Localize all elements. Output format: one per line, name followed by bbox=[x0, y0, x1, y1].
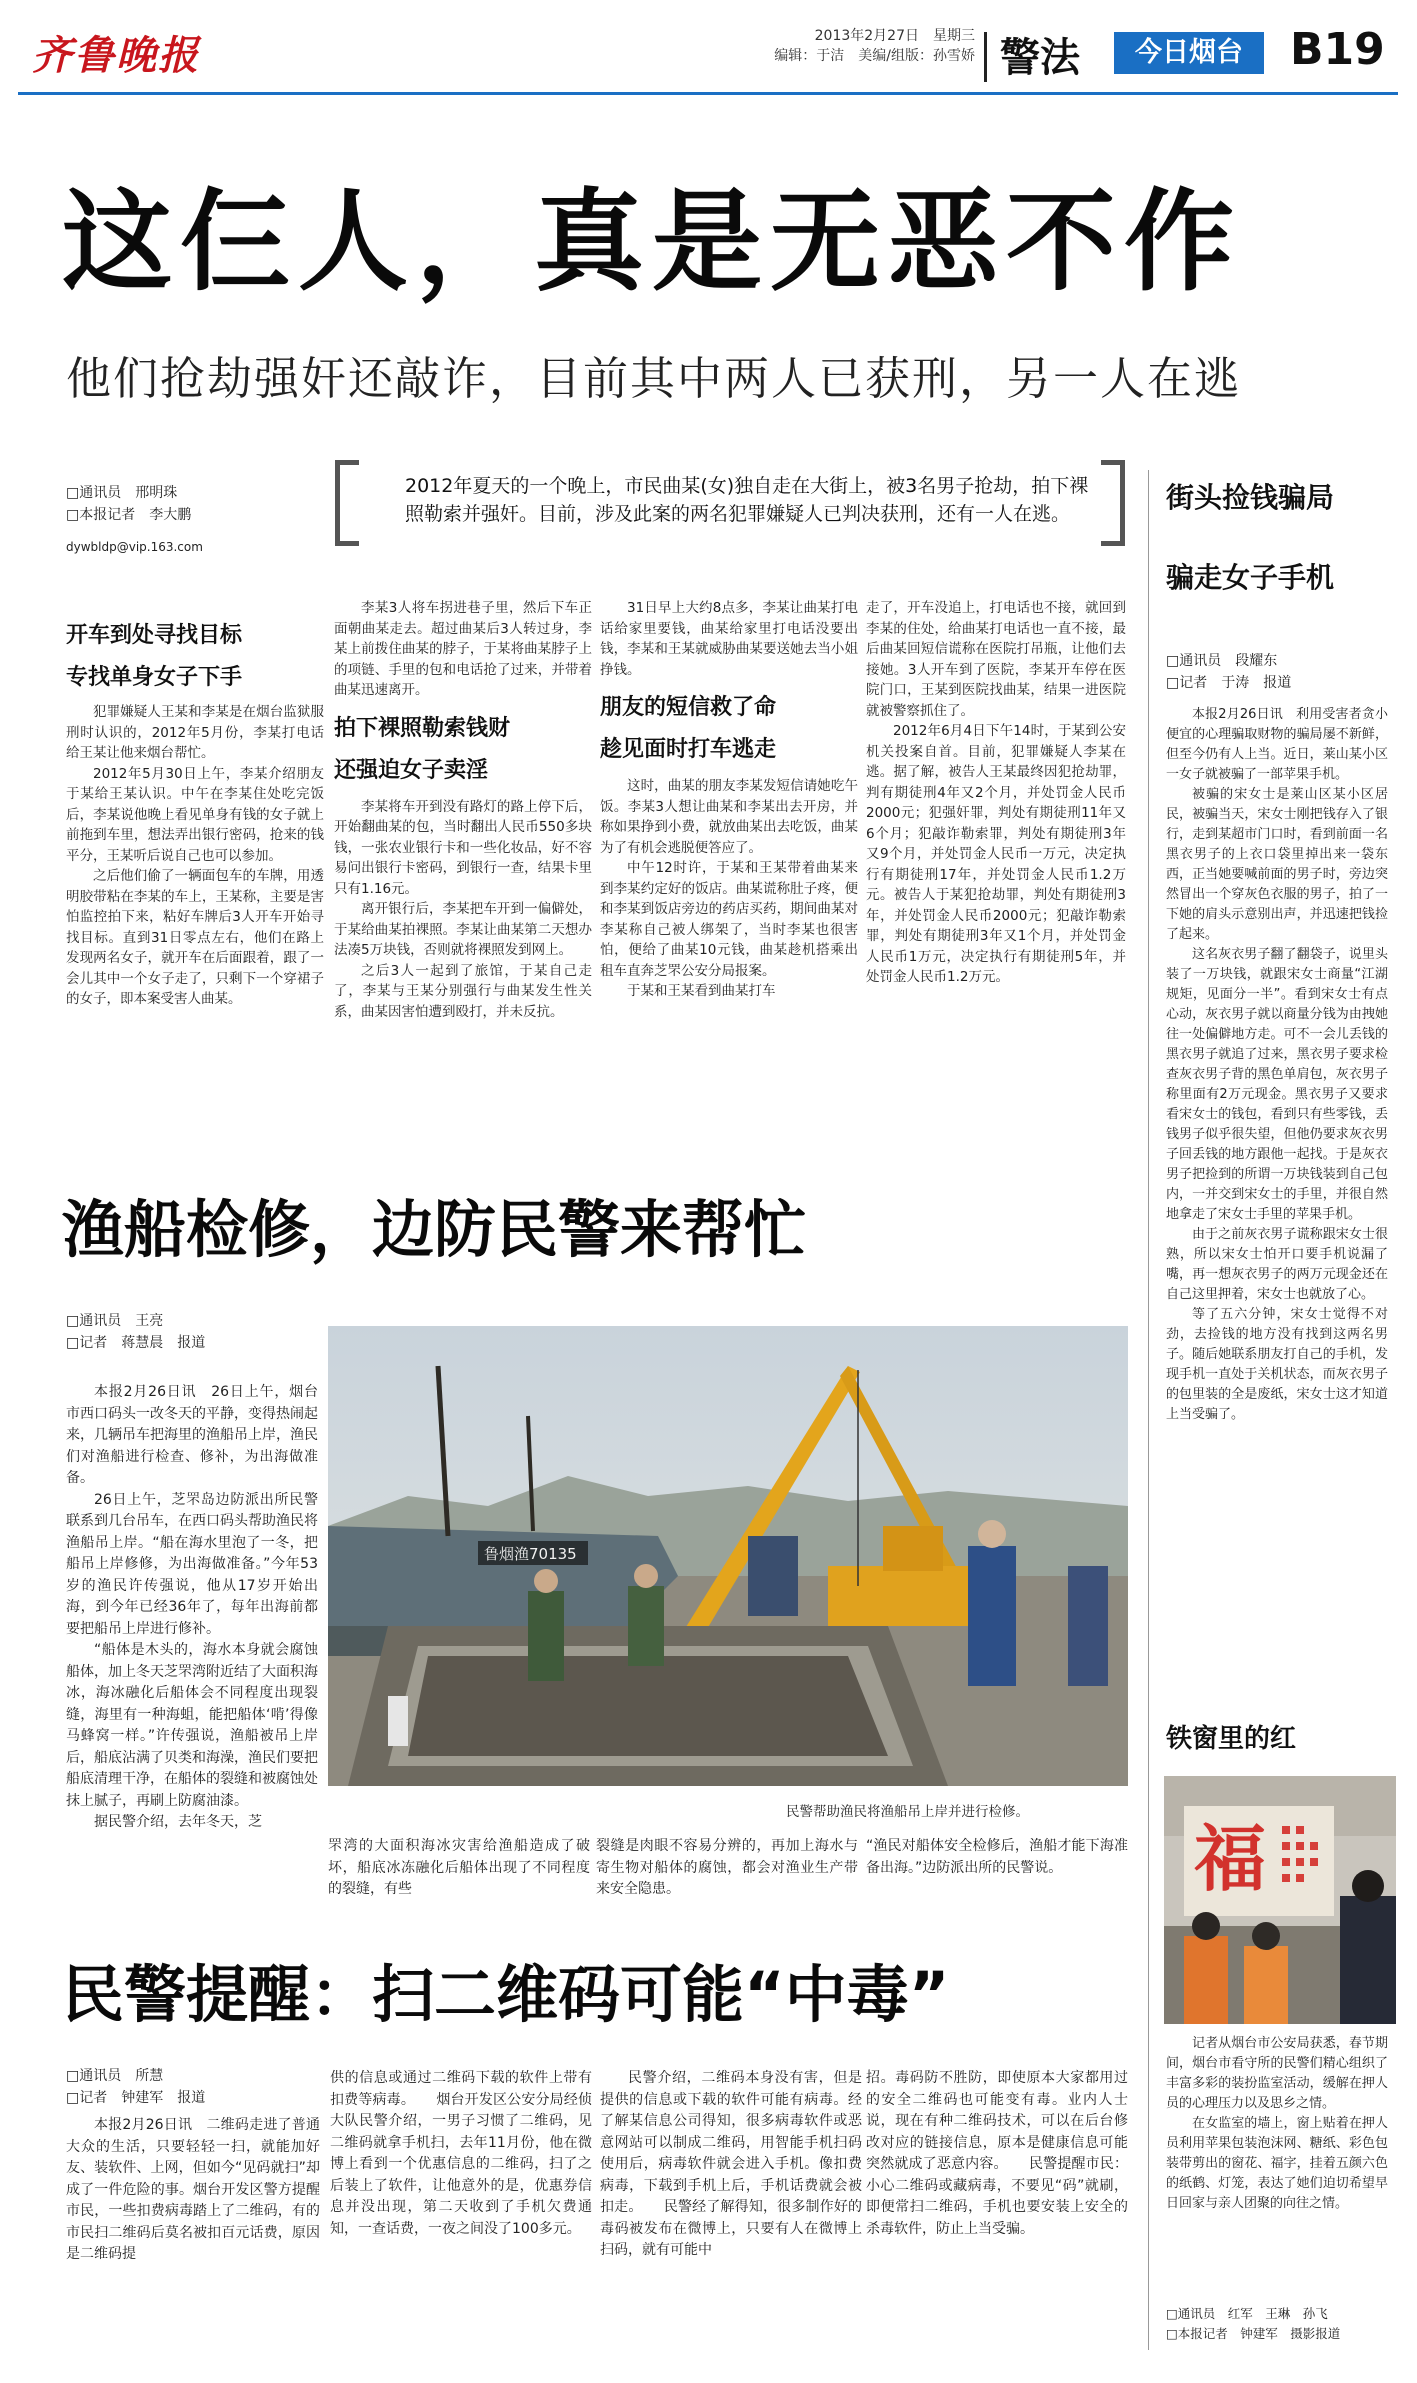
paragraph: 走了，开车没追上，打电话也不接，就回到李某的住处，给曲某打电话也一直不接，最后曲某回短信谎称在医院打吊瓶，让他们去接她。3人开车到了医院，李某开车停在医院门口，王某到医院找曲某，结果一进医院就被警察抓住了。 bbox=[866, 600, 1126, 719]
byline-line: □记者 于涛 报道 bbox=[1166, 675, 1292, 691]
prison-photo bbox=[1164, 1776, 1396, 2024]
paragraph: “船体是木头的，海水本身就会腐蚀船体，加上冬天芝罘湾附近结了大面积海冰，海冰融化后船体会不同程度出现裂缝，海里有一种海蛆，能把船体‘啃’得像马蜂窝一样。”许传强说，渔船被吊上岸后，船底沾满了贝类和海澡，渔民们要把船底清理干净，在船体的裂缝和被腐蚀处抹上腻子，再刷上防腐油漆。 bbox=[66, 1642, 318, 1809]
story1-headline: 这仨人，真是无恶不作 bbox=[62, 178, 1242, 306]
paragraph: 民警介绍，二维码本身没有害，但是提供的信息或下载的软件可能有病毒。经了解某信息公司得知，很多病毒软件或恶意网站可以制成二维码，用智能手机扫码使用后，病毒软件就会进入手机。像扣费病毒，下载到手机上后，手机话费就会被扣走。 民警经了解得知，很多制作好的毒码被发布在微博上，只要有人在微博上扫码，就有可能中 bbox=[600, 2070, 862, 2258]
fu-character: 福 bbox=[1194, 1816, 1267, 1901]
byline-line: □通讯员 段耀东 bbox=[1166, 653, 1278, 669]
editor-credits: 编辑：于洁 美编/组版：孙雪娇 bbox=[774, 48, 975, 64]
story3-headline: 民警提醒：扫二维码可能“中毒” bbox=[62, 1958, 950, 2031]
sidebar-photo-text bbox=[1166, 2034, 1388, 2298]
newspaper-logo: 齐鲁晚报 bbox=[32, 32, 200, 79]
byline-line: □通讯员 所慧 bbox=[66, 2068, 164, 2084]
sidebar-byline bbox=[1166, 650, 1396, 694]
paragraph: 由于之前灰衣男子谎称跟宋女士很熟，所以宋女士怕开口要手机说漏了嘴，再一想灰衣男子的两万元现金还在自己这里押着，宋女士也就放了心。 bbox=[1166, 1227, 1388, 1302]
crosshead: 还强迫女子卖淫 bbox=[334, 757, 489, 783]
paragraph: 供的信息或通过二维码下载的软件上带有扣费等病毒。 烟台开发区公安分局经侦大队民警介绍，一男子习惯了二维码，见二维码就拿手机扫，去年11月份，他在微博上看到一个优惠信息的二维码，扫了之后装上了软件，让他意外的是，优惠券信息并没出现，第二天收到了手机欠费通知，一查话费，一夜之间没了100多元。 bbox=[330, 2070, 592, 2237]
paragraph: 李某将车开到没有路灯的路上停下后，开始翻曲某的包，当时翻出人民币550多块钱，一张农业银行卡和一些化妆品，好不容易问出银行卡密码，到银行一查，结果卡里只有1.16元。 bbox=[334, 798, 592, 897]
sidebar-photo-title: 铁窗里的红 bbox=[1166, 1724, 1297, 1754]
story2-byline bbox=[66, 1310, 316, 1354]
story2-col1 bbox=[66, 1382, 318, 1922]
paragraph: 本报2月26日讯 26日上午，烟台市西口码头一改冬天的平静，变得热闹起来，几辆吊车把海里的渔船吊上岸，渔民们对渔船进行检查、修补，为出海做准备。 bbox=[66, 1384, 318, 1486]
byline-line: □通讯员 红军 王琳 孙飞 bbox=[1166, 2306, 1328, 2321]
paragraph: 记者从烟台市公安局获悉，春节期间，烟台市看守所的民警们精心组织了丰富多彩的装扮监室活动，缓解在押人员的心理压力以及思乡之情。 bbox=[1166, 2036, 1388, 2111]
paragraph: “渔民对船体安全检修后，渔船才能下海准备出海。”边防派出所的民警说。 bbox=[866, 1838, 1128, 1876]
paragraph: 在女监室的墙上，窗上贴着在押人员利用苹果包装泡沫网、糖纸、彩色包装带剪出的窗花、福字，挂着五颜六色的纸鹤、灯笼，表达了她们迫切希望早日回家与亲人团聚的向往之情。 bbox=[1166, 2116, 1388, 2211]
byline-line: □通讯员 邢明珠 bbox=[66, 485, 178, 501]
masthead-rule bbox=[18, 92, 1398, 95]
boat-number: 鲁烟渔70135 bbox=[484, 1545, 577, 1563]
boat-photo bbox=[328, 1326, 1128, 1786]
story2-headline: 渔船检修，边防民警来帮忙 bbox=[62, 1193, 807, 1266]
crosshead: 趁见面时打车逃走 bbox=[600, 737, 777, 762]
crosshead: 朋友的短信救了命 bbox=[600, 695, 777, 720]
issue-date: 2013年2月27日 星期三 bbox=[814, 28, 975, 44]
paragraph: 这名灰衣男子翻了翻袋子，说里头装了一万块钱，就跟宋女士商量“江湖规矩，见面分一半”。看到宋女士有点心动，灰衣男子就以商量分钱为由拽她往一处偏僻地方走。可不一会儿丢钱的黑衣男子就追了过来，黑衣男子要求检查灰衣男子背的黑色单肩包，灰衣男子称里面有2万元现金。黑衣男子又要求看宋女士的钱包，看到只有些零钱，丢钱男子似乎很失望，但他仍要求灰衣男子回丢钱的地方跟他一起找。于是灰衣男子把捡到的所谓一万块钱装到自己包内，一并交到宋女士的手里，并很自然地拿走了宋女士手里的苹果手机。 bbox=[1166, 947, 1388, 1222]
story3-col4 bbox=[866, 2068, 1128, 2358]
byline-line: □本报记者 钟建军 摄影报道 bbox=[1166, 2326, 1341, 2341]
paragraph: 于某和王某看到曲某打车 bbox=[627, 983, 776, 999]
paragraph: 这时，曲某的朋友李某发短信请她吃午饭。李某3人想让曲某和李某出去开房，并称如果挣到小费，就放曲某出去吃饭，曲某为了有机会逃脱便答应了。 bbox=[600, 778, 858, 856]
story3-byline bbox=[66, 2065, 316, 2109]
sidebar-subtitle: 骗走女子手机 bbox=[1166, 561, 1335, 594]
paragraph: 等了五六分钟，宋女士觉得不对劲，去捡钱的地方没有找到这两名男子。随后她联系朋友打自己的手机，发现手机一直处于关机状态，而灰衣男子的包里装的全是废纸，宋女士这才知道上当受骗了。 bbox=[1166, 1307, 1388, 1422]
story1-subhead: 他们抢劫强奸还敲诈，目前其中两人已获刑，另一人在逃 bbox=[66, 352, 1242, 405]
sidebar-photo-byline bbox=[1166, 2304, 1398, 2344]
paragraph: 本报2月26日讯 二维码走进了普通大众的生活，只要轻轻一扫，就能加好友、装软件、上网，但如今“见码就扫”却成了一件危险的事。烟台开发区警方提醒市民，一些扣费病毒踏上了二维码，有的市民扫二维码后莫名被扣百元话费，原因是二维码提 bbox=[66, 2117, 320, 2262]
story3-col1 bbox=[66, 2115, 320, 2357]
story3-col2 bbox=[330, 2068, 592, 2358]
byline-line: □通讯员 王亮 bbox=[66, 1313, 164, 1329]
boat-photo-image bbox=[328, 1326, 1128, 1786]
crosshead: 拍下裸照勒索钱财 bbox=[334, 715, 511, 741]
section-title: 警法 bbox=[1000, 35, 1080, 81]
sidebar-body bbox=[1166, 705, 1388, 1665]
story2-col4 bbox=[866, 1836, 1128, 1916]
paragraph: 26日上午，芝罘岛边防派出所民警联系到几台吊车，在西口码头帮助渔民将渔船吊上岸。“船在海水里泡了一冬，把船吊上岸修修，为出海做准备。”今年53岁的渔民许传强说，他从17岁开始出海，到今年已经36年了，每年出海前都要把船吊上岸进行修补。 bbox=[66, 1491, 318, 1637]
story1-col3 bbox=[600, 598, 858, 1158]
byline-line: □记者 蒋慧晨 报道 bbox=[66, 1335, 206, 1351]
story1-col4 bbox=[866, 598, 1126, 1158]
paragraph: 李某3人将车拐进巷子里，然后下车正面朝曲某走去。超过曲某后3人转过身，李某上前拨住曲某的脖子，于某将曲某脖子上的项链、手里的包和电话抢了过来，并带着曲某迅速离开。 bbox=[334, 600, 592, 698]
story1-lead: 2012年夏天的一个晚上，市民曲某(女)独自走在大街上，被3名男子抢劫，拍下裸照勒索并强奸。目前，涉及此案的两名犯罪嫌疑人已判决获刑，还有一人在逃。 bbox=[405, 475, 1089, 525]
story3-col3 bbox=[600, 2068, 862, 2358]
sidebar-rule bbox=[1148, 470, 1149, 2350]
paragraph: 2012年6月4日下午14时，于某到公安机关投案自首。目前，犯罪嫌疑人李某在逃。据了解，被告人王某最终因犯抢劫罪，判有期徒刑4年又2个月，并处罚金人民币2000元；犯强奸罪，判处有期徒刑11年又6个月；犯敲诈勒索罪，判处有期徒刑3年又9个月，并处罚金人民币一万元，决定执行有期徒刑17年，并处罚金人民币1.2万元。被告人于某犯抢劫罪，判处有期徒刑3年，并处罚金人民币2000元；犯敲诈勒索罪，判处有期徒刑3年又1个月，并处罚金人民币1万元，决定执行有期徒刑5年，并处罚金人民币1.2万元。 bbox=[866, 723, 1126, 985]
paragraph: 31日早上大约8点多，李某让曲某打电话给家里要钱，曲某给家里打电话没要出钱，李某和王某就威胁曲某要送她去当小姐挣钱。 bbox=[600, 600, 858, 678]
paragraph: 据民警介绍，去年冬天，芝 bbox=[94, 1814, 262, 1830]
byline-line: □本报记者 李大鹏 bbox=[66, 507, 192, 523]
paragraph: 本报2月26日讯 利用受害者贪小便宜的心理骗取财物的骗局屡不新鲜，但至今仍有人上当。近日，莱山某小区一女子就被骗了一部苹果手机。 bbox=[1166, 707, 1388, 782]
byline-email: dywbldp@vip.163.com bbox=[66, 540, 203, 554]
paragraph: 罘湾的大面积海冰灾害给渔船造成了破坏，船底冰冻融化后船体出现了不同程度的裂缝，有些 bbox=[328, 1838, 590, 1897]
paragraph: 之后他们偷了一辆面包车的车牌，用透明胶带粘在李某的车上，王某称，主要是害怕监控拍下来，粘好车牌后3人开车开始寻找目标。直到31日零点左右，他们在路上发现两名女子，就开车在后面跟着，跟了一会儿其中一个女子走了，只剩下一个穿裙子的女子，即本案受害人曲某。 bbox=[66, 868, 324, 1007]
story1-col2 bbox=[334, 598, 592, 1158]
paragraph: 中午12时许，于某和王某带着曲某来到李某约定好的饭店。曲某谎称肚子疼，便和李某到饭店旁边的药店买药，期间曲某对李某称自己被人绑架了，当时李某也很害怕，便给了曲某10元钱，曲某趁机搭乘出租车直奔芝罘公安分局报案。 bbox=[600, 860, 858, 979]
story1-byline bbox=[66, 482, 316, 558]
masthead-divider bbox=[984, 32, 987, 82]
story2-col2 bbox=[328, 1836, 590, 1916]
paragraph: 2012年5月30日上午，李某介绍朋友于某给王某认识。中午在李某住处吃完饭后，李某说他晚上看见单身有钱的女子就上前拖到车里，想法弄出银行密码，抢来的钱平分，王某听后说自己也可以参加。 bbox=[66, 765, 324, 864]
paragraph: 被骗的宋女士是莱山区某小区居民，被骗当天，宋女士刚把钱存入了银行，走到某超市门口时，看到前面一名黑衣男子的上衣口袋里掉出来一袋东西，正当她要喊前面的男子时，旁边突然冒出一个穿灰色衣服的男子，拍了一下她的肩头示意别出声，并迅速把钱捡了起来。 bbox=[1166, 787, 1388, 942]
sidebar-title: 街头捡钱骗局 bbox=[1166, 481, 1335, 514]
paragraph: 犯罪嫌疑人王某和李某是在烟台监狱服刑时认识的，2012年5月份，李某打电话给王某让他来烟台帮忙。 bbox=[66, 704, 324, 761]
paragraph: 裂缝是肉眼不容易分辨的，再加上海水与寄生物对船体的腐蚀，都会对渔业生产带来安全隐患。 bbox=[596, 1838, 858, 1897]
page-number: B19 bbox=[1290, 24, 1385, 75]
crosshead: 专找单身女子下手 bbox=[66, 665, 243, 690]
paragraph: 招。毒码防不胜防，即使原本大家都用过的安全二维码也可能变有毒。业内人士说，现在有种二维码技术，可以在后台修改对应的链接信息，原本是健康信息可能突然就成了恶意内容。 民警提醒市民：小心二维码或藏病毒，不要见“码”就刷，即便常扫二维码，手机也要安装上安全的杀毒软件，防止上当受骗。 bbox=[866, 2070, 1128, 2237]
section-tag: 今日烟台 bbox=[1114, 32, 1264, 74]
paragraph: 离开银行后，李某把车开到一偏僻处，于某给曲某拍裸照。李某让曲某第二天想办法凑5万块钱，否则就将裸照发到网上。 bbox=[334, 901, 592, 958]
paragraph: 之后3人一起到了旅馆，于某自己走了，李某与王某分别强行与曲某发生性关系，曲某因害怕遭到殴打，并未反抗。 bbox=[334, 962, 592, 1020]
byline-line: □记者 钟建军 报道 bbox=[66, 2090, 206, 2106]
photo-caption: 民警帮助渔民将渔船吊上岸并进行检修。 bbox=[786, 1804, 1029, 1820]
issue-meta bbox=[760, 26, 975, 66]
crosshead: 开车到处寻找目标 bbox=[66, 623, 243, 648]
story2-col3 bbox=[596, 1836, 858, 1916]
prison-photo-image bbox=[1164, 1776, 1396, 2024]
